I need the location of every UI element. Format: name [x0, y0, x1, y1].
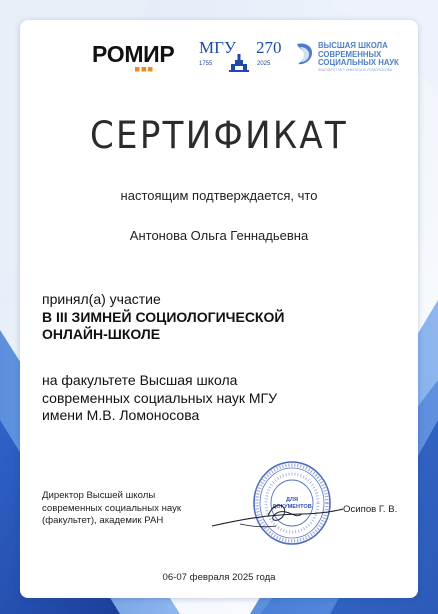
- confirmation-text: настоящим подтверждается, что: [120, 188, 318, 203]
- msu-building-icon: [229, 54, 249, 72]
- msu-year-from: 1755: [199, 61, 213, 67]
- stamp-center-line-1: ДЛЯ: [286, 497, 298, 503]
- logos-row: [92, 40, 402, 72]
- handwritten-signature: [210, 496, 345, 536]
- recipient-name: Антонова Ольга Геннадьевна: [129, 228, 309, 243]
- director-position: Директор Высшей школы современных социальных наук (факультет), академик РАН: [42, 490, 182, 526]
- stamp-center-line-2: ДОКУМЕНТОВ: [272, 504, 312, 510]
- msu-anniversary: 270: [256, 38, 282, 57]
- romir-dots-icon: [135, 67, 153, 72]
- certificate-title: СЕРТИФИКАТ: [89, 114, 349, 157]
- hsss-logo: [295, 41, 405, 73]
- school-name: В III ЗИМНЕЙ СОЦИОЛОГИЧЕСКОЙ ОНЛАЙН-ШКОЛЕ: [42, 309, 285, 342]
- faculty-text: на факультете Высшая школа современных социальных наук МГУ имени М.В. Ломоносова: [42, 372, 278, 423]
- hsss-subtitle: ФАКУЛЬТЕТ МГУ ИМЕНИ М.В. ЛОМОНОСОВА: [318, 68, 393, 72]
- romir-logo: РОМИР: [92, 41, 175, 67]
- msu-year-to: 2025: [257, 61, 271, 67]
- participation-text: принял(а) участие: [42, 291, 161, 307]
- msu-title: МГУ: [199, 38, 236, 57]
- certificate-date: 06-07 февраля 2025 года: [162, 572, 276, 583]
- msu-270-logo: [199, 38, 282, 72]
- signer-name: Осипов Г. В.: [343, 504, 398, 515]
- hsss-emblem-icon: [295, 42, 314, 66]
- hsss-name: ВЫСШАЯ ШКОЛА СОВРЕМЕННЫХ СОЦИАЛЬНЫХ НАУК: [318, 41, 399, 68]
